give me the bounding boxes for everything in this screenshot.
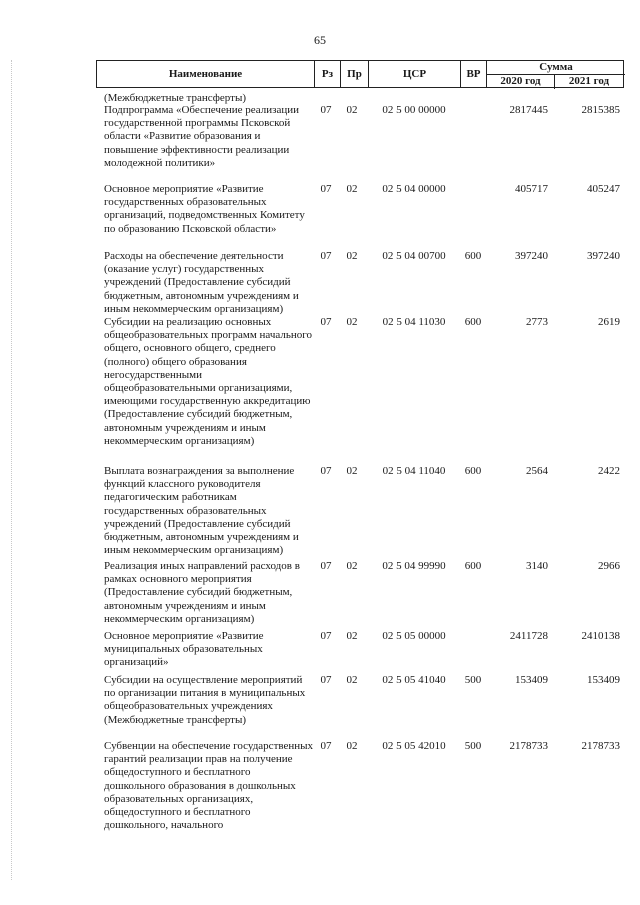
row-pr: 02 xyxy=(346,183,358,195)
row-rz: 07 xyxy=(320,104,332,116)
row-name: Расходы на обеспечение деятельности (оказание услуг) государственных учреждений (Предоставление субсидий бюджетным, автономным учреждениям и иным некоммерческим организациям) xyxy=(104,250,299,315)
row-sum-2020: 2773 xyxy=(526,316,548,328)
row-sum-2021: 2178733 xyxy=(581,740,620,752)
row-rz: 07 xyxy=(320,250,332,262)
row-csr: 02 5 04 11040 xyxy=(382,465,446,477)
header-year-2021: 2021 год xyxy=(568,75,610,87)
row-sum-2020: 2817445 xyxy=(509,104,548,116)
row-sum-2021: 2422 xyxy=(598,465,620,477)
row-vr: 500 xyxy=(464,674,482,686)
row-sum-2021: 2619 xyxy=(598,316,620,328)
header-vr: ВР xyxy=(461,61,487,87)
row-name: Субсидии на реализацию основных общеобразовательных программ начального общего, основного общего, среднего (полного) общего образования негосударственными общеобразовательными организациями, имеющими государственную аккредитацию (Предоставление субсидий бюджетным, автономным учреждениям и иным некоммерческим организациям) xyxy=(104,316,313,447)
row-name: Подпрограмма «Обеспечение реализации государственной программы Псковской области «Развитие образования и повышение эффективности реализации молодежной политики» xyxy=(104,104,299,169)
row-sum-2021: 2966 xyxy=(598,560,620,572)
header-rz: Рз xyxy=(315,61,341,87)
row-rz: 07 xyxy=(320,183,332,195)
row-vr: 600 xyxy=(464,316,482,328)
header-pr: Пр xyxy=(341,61,369,87)
row-rz: 07 xyxy=(320,465,332,477)
row-name: Субсидии на осуществление мероприятий по организации питания в муниципальных общеобразовательных учреждениях (Межбюджетные трансферты) xyxy=(104,674,306,726)
row-name: (Межбюджетные трансферты) xyxy=(104,92,246,104)
row-sum-2020: 405717 xyxy=(515,183,548,195)
row-csr: 02 5 04 99990 xyxy=(382,560,446,572)
row-csr: 02 5 05 00000 xyxy=(382,630,446,642)
row-csr: 02 5 04 00700 xyxy=(382,250,446,262)
page-number: 65 xyxy=(314,33,326,47)
row-name: Основное мероприятие «Развитие государственных образовательных организаций, подведомственных Комитету по образованию Псковской области» xyxy=(104,183,305,235)
table-header xyxy=(96,60,624,88)
row-sum-2020: 2178733 xyxy=(509,740,548,752)
header-name: Наименование xyxy=(97,61,315,87)
row-sum-2021: 405247 xyxy=(587,183,620,195)
row-name: Реализация иных направлений расходов в рамках основного мероприятия (Предоставление субсидий бюджетным, автономным учреждениям и иным некоммерческим организациям) xyxy=(104,560,300,625)
row-csr: 02 5 00 00000 xyxy=(382,104,446,116)
row-pr: 02 xyxy=(346,630,358,642)
header-year-2020: 2020 год xyxy=(487,74,555,89)
row-rz: 07 xyxy=(320,316,332,328)
row-csr: 02 5 04 00000 xyxy=(382,183,446,195)
row-sum-2020: 153409 xyxy=(515,674,548,686)
row-pr: 02 xyxy=(346,316,358,328)
row-sum-2021: 397240 xyxy=(587,250,620,262)
row-sum-2020: 3140 xyxy=(526,560,548,572)
scan-margin-line xyxy=(11,60,13,880)
row-rz: 07 xyxy=(320,674,332,686)
row-vr: 600 xyxy=(464,465,482,477)
row-pr: 02 xyxy=(346,560,358,572)
row-pr: 02 xyxy=(346,740,358,752)
row-csr: 02 5 05 41040 xyxy=(382,674,446,686)
header-csr: ЦСР xyxy=(369,61,461,87)
row-rz: 07 xyxy=(320,740,332,752)
row-sum-2020: 2564 xyxy=(526,465,548,477)
row-sum-2020: 2411728 xyxy=(509,630,548,642)
row-pr: 02 xyxy=(346,104,358,116)
row-sum-2021: 2815385 xyxy=(581,104,620,116)
row-name: Субвенции на обеспечение государственных гарантий реализации прав на получение общедоступного и бесплатного дошкольного образования в дошкольных образовательных организациях, общедоступного и бесплатного дошкольного, начального xyxy=(104,740,314,832)
row-sum-2021: 2410138 xyxy=(581,630,620,642)
row-csr: 02 5 05 42010 xyxy=(382,740,446,752)
row-name: Основное мероприятие «Развитие муниципальных образовательных организаций» xyxy=(104,630,264,669)
row-rz: 07 xyxy=(320,560,332,572)
row-csr: 02 5 04 11030 xyxy=(382,316,446,328)
row-pr: 02 xyxy=(346,674,358,686)
row-pr: 02 xyxy=(346,465,358,477)
row-vr: 600 xyxy=(464,560,482,572)
row-pr: 02 xyxy=(346,250,358,262)
row-sum-2020: 397240 xyxy=(515,250,548,262)
row-vr: 500 xyxy=(464,740,482,752)
row-name: Выплата вознаграждения за выполнение функций классного руководителя педагогическим работникам государственных образовательных учреждений (Предоставление субсидий бюджетным, автономным учреждениям и иным некоммерческим организациям) xyxy=(104,465,299,557)
header-sum: Сумма xyxy=(487,61,625,75)
row-sum-2021: 153409 xyxy=(587,674,620,686)
row-rz: 07 xyxy=(320,630,332,642)
row-vr: 600 xyxy=(464,250,482,262)
